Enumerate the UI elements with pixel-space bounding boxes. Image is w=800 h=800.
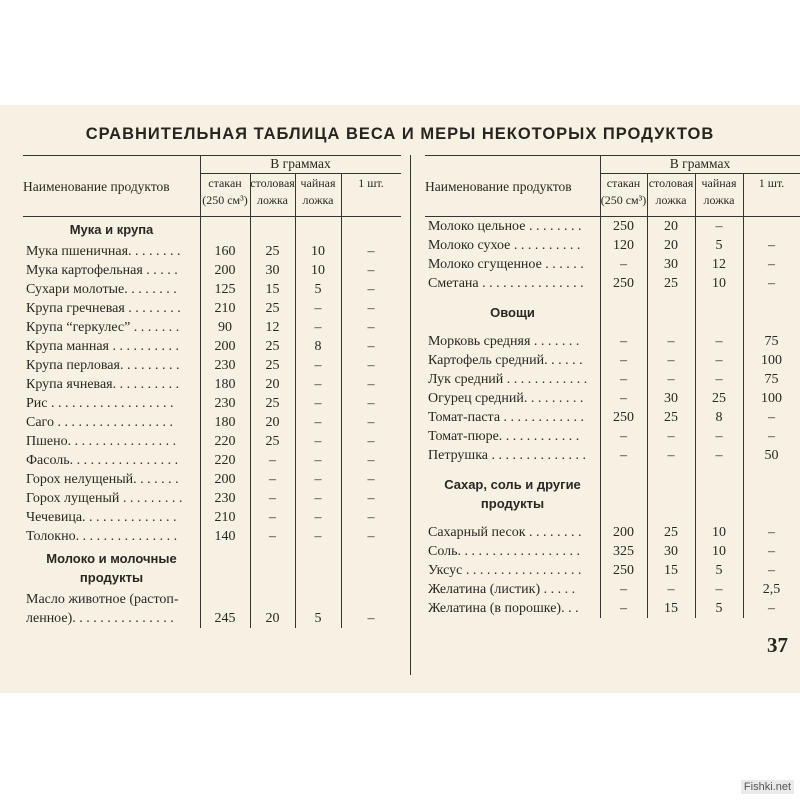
table-row [23,356,401,375]
product-name: Крупа гречневая . . . . . . . . [26,301,181,316]
header-tablespoon: столовая ложка [250,176,295,207]
tablespoon-value: – [269,529,276,544]
teaspoon-value: 5 [314,611,322,626]
teaspoon-value: 10 [712,544,726,559]
piece-value: – [367,491,375,506]
teaspoon-value: – [715,582,723,597]
product-name: Картофель средний. . . . . . [428,353,583,368]
product-name: Томат-паста . . . . . . . . . . . . [428,410,585,425]
teaspoon-value: – [314,358,322,373]
left-table [23,155,401,628]
glass-value: – [620,448,627,463]
piece-value: – [768,238,775,253]
teaspoon-value: – [314,434,322,449]
tablespoon-value: – [269,491,276,506]
piece-value: – [367,510,375,525]
glass-value: 210 [214,301,236,316]
header-glass: стакан (250 см³) [600,176,647,207]
tablespoon-value: 25 [664,525,678,540]
teaspoon-value: – [314,320,322,335]
glass-value: – [620,582,627,597]
glass-value: 90 [218,320,232,335]
piece-value: – [367,263,375,278]
table-row [425,427,800,446]
teaspoon-value: 12 [712,257,726,272]
piece-value: – [768,563,775,578]
teaspoon-value: – [715,372,723,387]
section-heading-line: Молоко и молочные [46,551,177,566]
table-row [425,561,800,580]
piece-value: – [367,529,375,544]
product-name: ленное). . . . . . . . . . . . . . . [26,611,174,626]
tablespoon-value: 20 [265,415,280,430]
tablespoon-value: 25 [265,434,280,449]
tablespoon-value: 20 [664,219,678,234]
teaspoon-value: 8 [715,410,723,425]
table-row [23,261,401,280]
glass-value: 325 [613,544,634,559]
section-heading-line: Овощи [490,305,535,320]
table-row [425,542,800,561]
product-name: Молоко цельное . . . . . . . . [428,219,582,234]
header-name: Наименование продуктов [23,179,170,194]
teaspoon-value: – [314,510,322,525]
glass-value: 125 [214,282,236,297]
table-row [23,318,401,337]
glass-value: – [620,372,627,387]
teaspoon-value: 25 [712,391,726,406]
tablespoon-value: 15 [265,282,280,297]
tablespoon-value: 25 [265,396,280,411]
product-name: Томат-пюре. . . . . . . . . . . . [428,429,580,444]
piece-value: – [768,410,775,425]
table-row [23,527,401,546]
piece-value: – [367,320,375,335]
page-title: СРАВНИТЕЛЬНАЯ ТАБЛИЦА ВЕСА И МЕРЫ НЕКОТОРЫХ ПРОДУКТОВ [85,125,715,143]
tablespoon-value: 20 [664,238,678,253]
tablespoon-value: 25 [664,276,678,291]
tablespoon-value: – [667,582,675,597]
teaspoon-value: – [715,429,723,444]
tablespoon-value: – [667,372,675,387]
table-row [23,242,401,261]
product-name: Морковь средняя . . . . . . . [428,334,580,349]
table-header [23,155,401,217]
glass-value: 200 [214,263,236,278]
piece-value: – [768,601,775,616]
product-name: Петрушка . . . . . . . . . . . . . . [428,448,587,463]
teaspoon-value: 5 [314,282,322,297]
header-piece: 1 шт. [358,176,384,190]
table-body [425,217,800,618]
section-heading [23,546,200,590]
glass-value: 200 [214,339,236,354]
tablespoon-value: 15 [664,601,678,616]
table-row [23,508,401,527]
product-name: Рис . . . . . . . . . . . . . . . . . . [26,396,174,411]
section-heading-line: Сахар, соль и другие [444,477,581,492]
teaspoon-value: – [314,396,322,411]
tablespoon-value: 30 [664,257,678,272]
piece-value: – [367,396,375,411]
teaspoon-value: – [314,453,322,468]
tablespoon-value: 12 [265,320,280,335]
glass-value: 230 [214,396,236,411]
piece-value: 75 [764,334,779,349]
teaspoon-value: – [715,353,723,368]
tablespoon-value: 20 [265,611,280,626]
header-piece: 1 шт. [758,176,785,190]
tablespoon-value: 25 [265,301,280,316]
table-row [425,332,800,351]
section-heading [23,217,200,242]
product-name: Крупа манная . . . . . . . . . . [26,339,179,354]
teaspoon-value: – [314,491,322,506]
glass-value: 250 [613,563,634,578]
header-teaspoon: чайная ложка [701,176,737,207]
watermark: Fishki.net [741,780,794,794]
piece-value: 100 [761,353,782,368]
product-name: Крупа перловая. . . . . . . . . [26,358,180,373]
glass-value: 210 [214,510,236,525]
product-name: Желатина (листик) . . . . . [428,582,576,597]
product-name: Сметана . . . . . . . . . . . . . . . [428,276,584,291]
tablespoon-value: 15 [664,563,678,578]
piece-value: – [367,339,375,354]
table-row [23,280,401,299]
table-row [425,255,800,274]
glass-value: 180 [214,415,236,430]
table-row [23,432,401,451]
tablespoon-value: – [667,334,675,349]
glass-value: – [620,429,627,444]
table-row [23,375,401,394]
product-name: Сухари молотые. . . . . . . . [26,282,177,297]
piece-value: – [367,434,375,449]
header-name: Наименование продуктов [425,179,572,194]
piece-value: – [768,276,775,291]
glass-value: 230 [214,491,236,506]
table-row [425,599,800,618]
product-name: Пшено. . . . . . . . . . . . . . . . [26,434,177,449]
table-row [425,446,800,465]
tablespoon-value: 30 [265,263,280,278]
piece-value: – [768,525,775,540]
piece-value: – [367,453,375,468]
teaspoon-value: – [314,472,322,487]
product-name: Мука пшеничная. . . . . . . . [26,244,181,259]
glass-value: 250 [613,219,634,234]
product-name: Уксус . . . . . . . . . . . . . . . . . [428,563,582,578]
book-page [0,105,800,693]
tablespoon-value: – [667,353,675,368]
product-name: Лук средний . . . . . . . . . . . . [428,372,588,387]
glass-value: 200 [214,472,236,487]
piece-value: 50 [764,448,779,463]
header-group: В граммах [669,156,731,171]
glass-value: – [620,334,627,349]
product-name: Молоко сухое . . . . . . . . . . [428,238,581,253]
glass-value: 140 [214,529,236,544]
product-name: Соль. . . . . . . . . . . . . . . . . . [428,544,581,559]
glass-value: 200 [613,525,634,540]
product-name: Крупа ячневая. . . . . . . . . . [26,377,180,392]
table-row [23,394,401,413]
glass-value: – [620,391,627,406]
table-row [23,413,401,432]
piece-value: 100 [761,391,782,406]
teaspoon-value: 5 [715,601,723,616]
tablespoon-value: – [269,510,276,525]
piece-value: – [367,282,375,297]
glass-value: 160 [214,244,236,259]
table-row [23,609,401,628]
piece-value: 2,5 [762,582,781,597]
glass-value: – [620,257,627,272]
teaspoon-value: – [715,334,723,349]
tablespoon-value: 20 [265,377,280,392]
teaspoon-value: – [314,529,322,544]
teaspoon-value: 10 [311,263,325,278]
teaspoon-value: – [715,219,723,234]
teaspoon-value: 8 [314,339,322,354]
section-heading-line: продукты [480,496,545,511]
piece-value: – [367,244,375,259]
column-divider [410,155,411,675]
tablespoon-value: – [667,448,675,463]
teaspoon-value: – [314,415,322,430]
glass-value: 120 [613,238,634,253]
teaspoon-value: 10 [712,276,726,291]
tablespoon-value: – [269,472,276,487]
product-name: Молоко сгущенное . . . . . . [428,257,584,272]
section-heading [425,465,600,523]
glass-value: 245 [214,611,236,626]
tablespoon-value: 25 [265,244,280,259]
table-row [425,408,800,427]
teaspoon-value: 10 [311,244,325,259]
section-heading-line: продукты [79,570,144,585]
table-row [23,451,401,470]
table-row [425,580,800,599]
glass-value: – [620,353,627,368]
section-heading-line: Мука и крупа [69,222,154,237]
piece-value: – [768,257,775,272]
piece-value: – [768,544,775,559]
tablespoon-value: 30 [664,391,678,406]
product-name: Крупа “геркулес” . . . . . . . [26,320,180,335]
product-name: Сахарный песок . . . . . . . . [428,525,582,540]
right-table [425,155,800,618]
glass-value: 230 [214,358,236,373]
teaspoon-value: 5 [715,563,723,578]
header-group: В граммах [270,156,331,171]
piece-value: – [367,301,375,316]
table-row [425,351,800,370]
glass-value: 220 [214,453,236,468]
product-name: Масло животное (растоп- [26,592,179,607]
tablespoon-value: 25 [664,410,678,425]
table-row [425,389,800,408]
tablespoon-value: 25 [265,339,280,354]
tablespoon-value: 30 [664,544,678,559]
glass-value: 250 [613,410,634,425]
teaspoon-value: 5 [715,238,723,253]
section-heading [425,293,600,332]
table-row [425,523,800,542]
tablespoon-value: – [667,429,675,444]
product-name: Огурец средний. . . . . . . . . [428,391,584,406]
teaspoon-value: – [314,301,322,316]
teaspoon-value: – [314,377,322,392]
tablespoon-value: – [269,453,276,468]
glass-value: 180 [214,377,236,392]
teaspoon-value: – [715,448,723,463]
product-name: Фасоль. . . . . . . . . . . . . . . . [26,453,179,468]
header-teaspoon: чайная ложка [300,176,336,207]
tablespoon-value: 25 [265,358,280,373]
teaspoon-value: 10 [712,525,726,540]
table-row [425,236,800,255]
table-row [23,470,401,489]
page-number: 37 [767,633,788,657]
table-row [425,274,800,293]
table-row [425,217,800,236]
header-glass: стакан (250 см³) [202,176,248,207]
piece-value: – [367,358,375,373]
table-row [23,299,401,318]
piece-value: – [367,611,375,626]
piece-value: – [367,377,375,392]
table-row [23,337,401,356]
piece-value: – [367,415,375,430]
glass-value: 220 [214,434,236,449]
product-name: Чечевица. . . . . . . . . . . . . . [26,510,177,525]
product-name: Желатина (в порошке). . . [428,601,579,616]
table-header [425,155,800,217]
glass-value: 250 [613,276,634,291]
table-row [425,370,800,389]
product-name: Горох лущеный . . . . . . . . . [26,491,183,506]
product-name: Толокно. . . . . . . . . . . . . . . [26,529,178,544]
piece-value: – [367,472,375,487]
product-name: Мука картофельная . . . . . [26,263,178,278]
table-row [23,590,401,609]
table-row [23,489,401,508]
product-name: Горох нелущеный. . . . . . . [26,472,179,487]
piece-value: 75 [764,372,779,387]
header-tablespoon: столовая ложка [648,176,694,207]
product-name: Саго . . . . . . . . . . . . . . . . . [26,415,173,430]
glass-value: – [620,601,627,616]
piece-value: – [768,429,775,444]
table-body [23,217,401,628]
